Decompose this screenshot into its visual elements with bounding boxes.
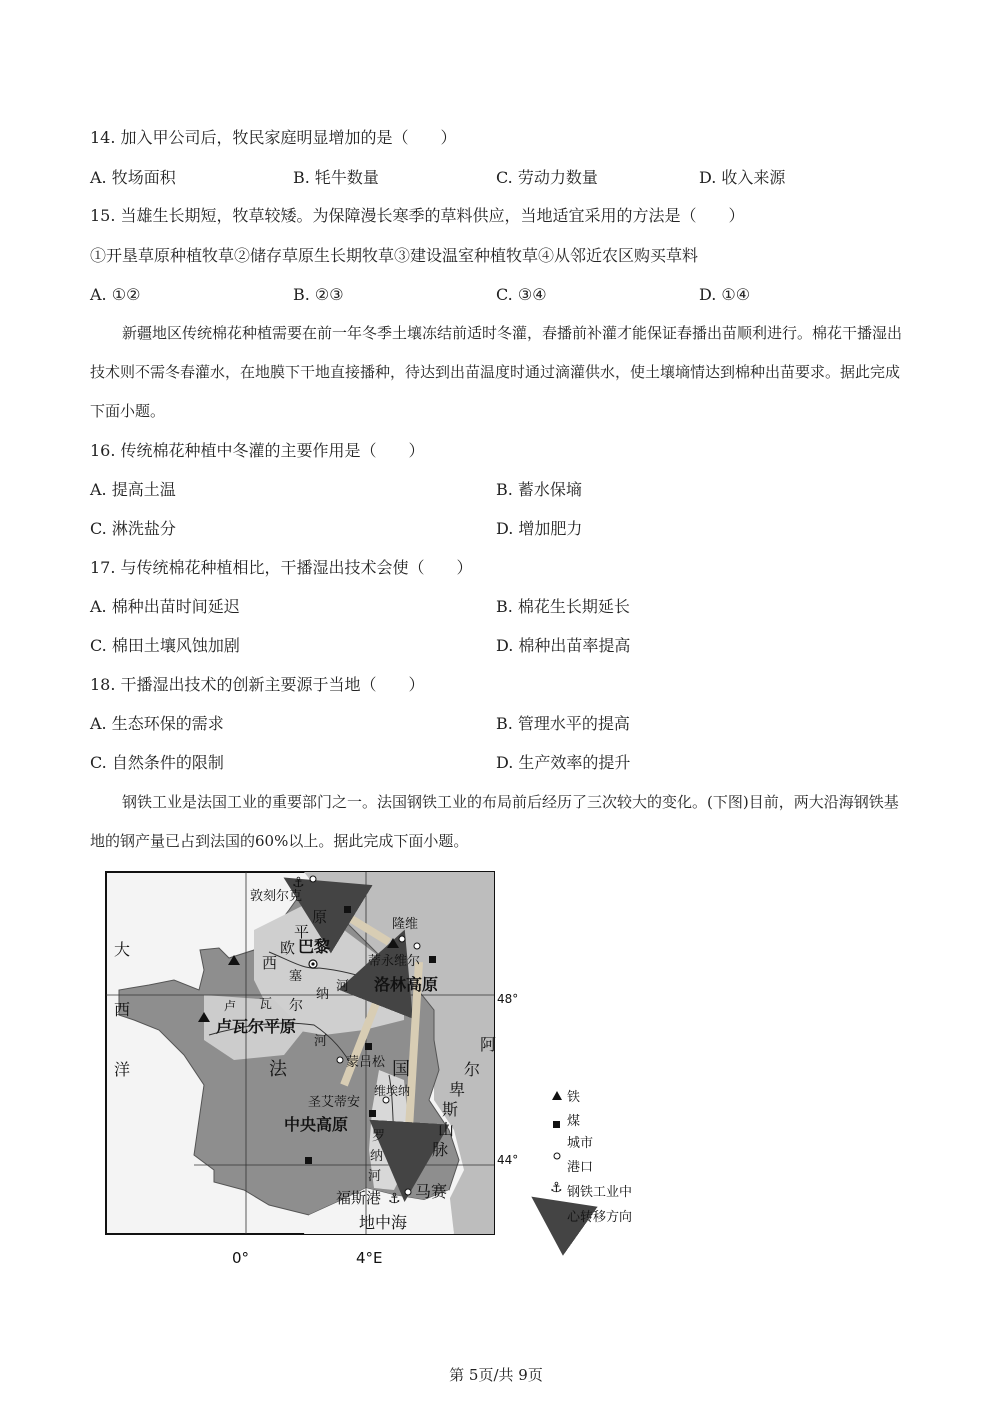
q14-option-a: A. 牧场面积 (90, 168, 176, 187)
legend-coal-icon (553, 1121, 560, 1128)
coal-montlucon (365, 1043, 372, 1050)
q17-stem: 17. 与传统棉花种植相比，干播湿出技术会使（ ） (90, 558, 473, 577)
q17-option-b: B. 棉花生长期延长 (496, 597, 630, 616)
label-basin-ping: 平 (294, 923, 310, 941)
label-rhone-luo: 罗 (372, 1129, 386, 1144)
q14-option-d: D. 收入来源 (699, 168, 786, 187)
label-lat-48: 48° (497, 992, 519, 1006)
q15-option-a: A. ①② (90, 285, 141, 304)
q18-option-d: D. 生产效率的提升 (496, 753, 631, 772)
city-thionville (414, 943, 420, 949)
q14-option-c: C. 劳动力数量 (496, 168, 598, 187)
port-dunkirk (310, 876, 316, 882)
q14-option-b: B. 牦牛数量 (293, 168, 379, 187)
label-st-etienne: 圣艾蒂安 (308, 1095, 361, 1110)
city-paris-dot (311, 962, 314, 965)
label-central-plateau: 中央高原 (284, 1115, 349, 1134)
q16-stem: 16. 传统棉花种植中冬灌的主要作用是（ ） (90, 441, 425, 460)
label-lon-4e: 4°E (356, 1249, 383, 1267)
label-loire-he: 河 (314, 1034, 328, 1049)
q16-option-c: C. 淋洗盐分 (90, 519, 176, 538)
legend-port-icon (554, 1153, 560, 1159)
passage-steel (90, 783, 910, 861)
q16-option-d: D. 增加肥力 (496, 519, 583, 538)
label-longwy: 隆维 (392, 917, 419, 932)
q17-option-c: C. 棉田土壤风蚀加剧 (90, 636, 240, 655)
label-lat-44: 44° (497, 1153, 519, 1167)
city-longwy (399, 936, 405, 942)
label-montlucon: 蒙吕松 (346, 1055, 386, 1070)
label-seine: 塞 (289, 969, 303, 984)
legend-port: 港口 (567, 1160, 594, 1175)
port-marseille (405, 1189, 411, 1195)
q15-stem: 15. 当雄生长期短，牧草较矮。为保障漫长寒季的草料供应，当地适宜采用的方法是（ ） (90, 206, 745, 225)
label-rhone-na: 纳 (370, 1149, 384, 1164)
coal-north (344, 906, 351, 913)
legend-anchor-icon: ⚓ (550, 1180, 563, 1196)
label-loire-plain: 卢瓦尔平原 (216, 1017, 297, 1036)
city-montlucon (337, 1057, 343, 1063)
label-alps-a: 阿 (480, 1035, 497, 1054)
label-rhone-he: 河 (368, 1169, 382, 1184)
passage-cotton-text: 新疆地区传统棉花种植需要在前一年冬季土壤冻结前适时冬灌，春播前补灌才能保证春播出苗顺利进行。棉花干播湿出技术则不需冬春灌水，在地膜下干地直接播种，待达到出苗温度时通过滴灌供水，使土壤墒情达到棉种出苗要求。据此完成下面小题。 (90, 324, 903, 420)
q18-option-b: B. 管理水平的提高 (496, 714, 630, 733)
legend-steel-line1: 钢铁工业中 (567, 1185, 633, 1200)
q16-option-b: B. 蓄水保墒 (496, 480, 582, 499)
label-lon-0: 0° (232, 1249, 250, 1267)
label-alps-si: 斯 (442, 1100, 459, 1119)
label-alps-er: 尔 (464, 1060, 481, 1079)
legend-iron-icon (552, 1091, 562, 1100)
label-atlantic-xi: 西 (114, 1000, 131, 1019)
q17-option-a: A. 棉种出苗时间延迟 (90, 597, 240, 616)
legend-iron: 铁 (567, 1090, 581, 1105)
coal-lorraine (429, 956, 436, 963)
label-basin-xi: 西 (262, 954, 278, 972)
label-vienne: 维埃纳 (374, 1084, 411, 1098)
legend-coal: 煤 (567, 1114, 581, 1129)
page-footer: 第 5页/共 9页 (449, 1366, 543, 1384)
anchor-icon: ⚓ (292, 875, 305, 891)
label-alps-shan: 山 (438, 1120, 455, 1139)
map-legend (546, 1089, 632, 1225)
label-atlantic-yang: 洋 (114, 1060, 131, 1079)
label-marseille: 马赛 (415, 1182, 448, 1201)
label-guo: 国 (392, 1059, 410, 1080)
q15-option-d: D. ①④ (699, 285, 751, 304)
label-lorraine: 洛林高原 (374, 975, 439, 994)
label-alps-bei: 卑 (449, 1080, 466, 1099)
label-atlantic-da: 大 (114, 940, 131, 959)
label-dunkirk: 敦刻尔克 (250, 889, 303, 904)
q16-option-a: A. 提高土温 (90, 480, 176, 499)
coal-st-etienne (369, 1110, 376, 1117)
q15-choices: ①开垦草原种植牧草②储存草原生长期牧草③建设温室种植牧草④从邻近农区购买草料 (90, 246, 699, 265)
label-fa: 法 (269, 1059, 287, 1080)
label-basin-ou: 欧 (280, 939, 296, 957)
legend-steel-line2: 心转移方向 (567, 1210, 633, 1225)
label-seine-he: 河 (336, 979, 350, 994)
q15-option-b: B. ②③ (293, 285, 344, 304)
label-loire-er: 尔 (289, 998, 303, 1014)
label-thionville: 蒂永维尔 (368, 954, 421, 969)
label-seine-na: 纳 (316, 987, 330, 1002)
label-fos: 福斯港 (336, 1189, 382, 1207)
q14-stem: 14. 加入甲公司后，牧民家庭明显增加的是（ ） (90, 128, 457, 147)
q18-option-c: C. 自然条件的限制 (90, 753, 224, 772)
passage-steel-text: 钢铁工业是法国工业的重要部门之一。法国钢铁工业的布局前后经历了三次较大的变化。(下图)目前，两大沿海钢铁基地的钢产量已占到法国的60%以上。据此完成下面小题。 (90, 793, 899, 850)
label-alps-mai: 脉 (432, 1140, 449, 1159)
label-basin-yuan: 原 (312, 908, 328, 926)
label-mediterranean: 地中海 (359, 1213, 408, 1232)
passage-cotton (90, 314, 910, 431)
q17-option-d: D. 棉种出苗率提高 (496, 636, 631, 655)
label-paris: 巴黎 (298, 937, 331, 956)
q15-option-c: C. ③④ (496, 285, 547, 304)
q18-option-a: A. 生态环保的需求 (90, 714, 224, 733)
anchor-icon: ⚓ (388, 1191, 401, 1207)
coal-south (305, 1157, 312, 1164)
label-loire-lu: 卢 (224, 999, 237, 1013)
legend-city: 城市 (567, 1136, 594, 1151)
france-steel-map (104, 870, 664, 1270)
q18-stem: 18. 干播湿出技术的创新主要源于当地（ ） (90, 675, 425, 694)
label-loire-wa: 瓦 (259, 997, 273, 1012)
